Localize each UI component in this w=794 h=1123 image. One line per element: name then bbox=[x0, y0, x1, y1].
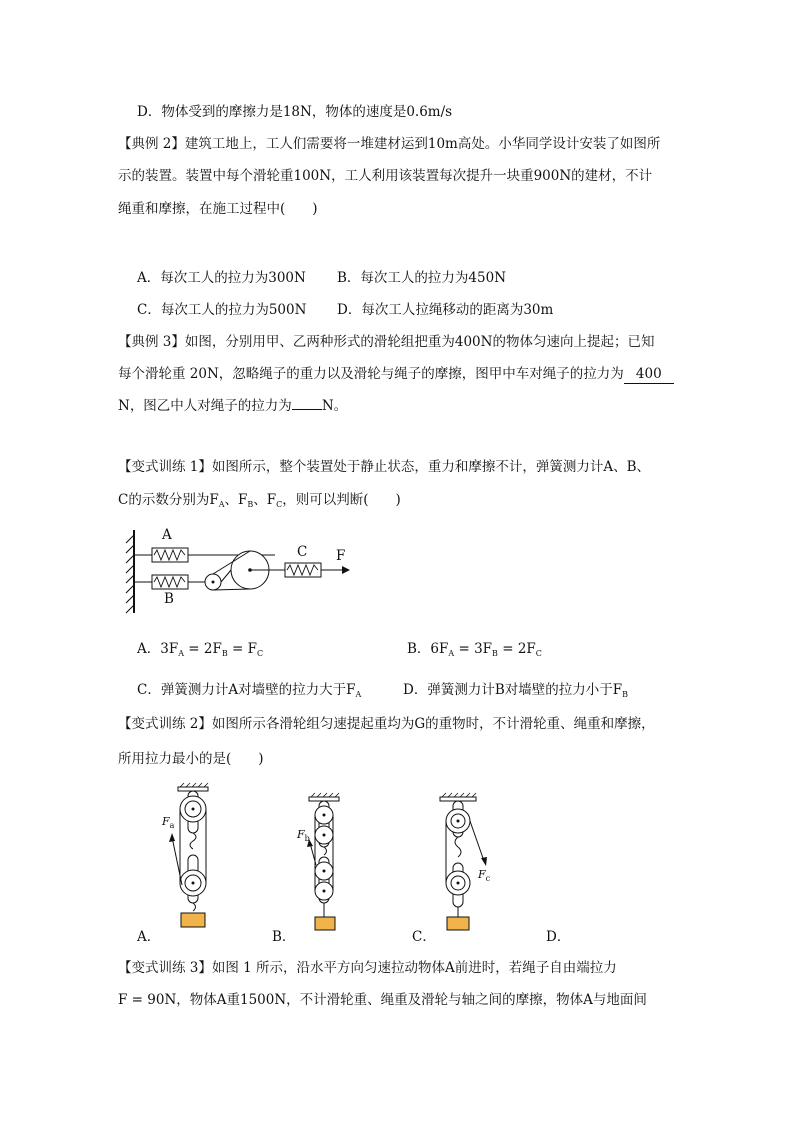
opt-a-sub-a: A bbox=[178, 649, 184, 658]
fb-sub: b bbox=[304, 834, 310, 843]
opt-a-3: = F bbox=[227, 641, 258, 657]
variant1-option-c[interactable] bbox=[137, 681, 361, 704]
example2-line2: 示的装置。装置中每个滑轮重100N，工人利用该装置每次提升一块重900N的建材，不计 bbox=[118, 168, 653, 184]
variant1-text-d: ，则可以判断( ) bbox=[282, 492, 401, 508]
example2-option-c[interactable]: C．每次工人的拉力为500N bbox=[137, 302, 307, 318]
variant1-line1: 【变式训练 1】如图所示，整个装置处于静止状态，重力和摩擦不计，弹簧测力计A、B、 bbox=[118, 459, 651, 475]
variant1-text-b: 、F bbox=[224, 492, 248, 508]
fig-label-b: B bbox=[164, 591, 174, 607]
sub-c: C bbox=[276, 500, 283, 509]
opt-b-sub-c: C bbox=[535, 649, 542, 658]
opt-c-sub: A bbox=[355, 690, 362, 699]
fig-label-a: A bbox=[162, 527, 172, 543]
opt-a-1: A．3F bbox=[137, 641, 179, 657]
force-label-fa bbox=[162, 815, 174, 830]
opt-b-sub-b: B bbox=[492, 649, 498, 658]
variant1-text-c: 、F bbox=[253, 492, 277, 508]
opt-d-text: D．弹簧测力计B对墙壁的拉力小于F bbox=[403, 682, 623, 698]
variant1-line2 bbox=[118, 491, 401, 514]
variant1-option-b[interactable] bbox=[407, 640, 542, 663]
answer-blank-2[interactable] bbox=[292, 409, 322, 410]
example3-line3-text: N，图乙中人对绳子的拉力为 bbox=[118, 398, 292, 414]
opt-c-text: C．弹簧测力计A对墙壁的拉力大于F bbox=[137, 682, 356, 698]
variant1-text-a: C的示数分别为F bbox=[118, 492, 219, 508]
spring-scale-figure bbox=[120, 525, 360, 620]
fc-sub: c bbox=[485, 874, 491, 883]
example2-option-b[interactable]: B．每次工人的拉力为450N bbox=[337, 270, 507, 286]
opt-a-sub-c: C bbox=[257, 649, 264, 658]
opt-b-1: B．6F bbox=[407, 641, 449, 657]
pulley-figure-c bbox=[430, 795, 500, 935]
opt-b-sub-a: A bbox=[448, 649, 455, 658]
example2-line1: 【典例 2】建筑工地上，工人们需要将一堆建材运到10m高处。小华同学设计安装了如图所 bbox=[118, 136, 661, 152]
variant2-line2: 所用拉力最小的是( ) bbox=[118, 751, 264, 767]
variant2-option-d[interactable]: D． bbox=[546, 929, 571, 945]
example2-option-a[interactable]: A．每次工人的拉力为300N bbox=[137, 270, 306, 286]
example3-line1: 【典例 3】如图，分别用甲、乙两种形式的滑轮组把重为400N的物体匀速向上提起；已知 bbox=[118, 334, 655, 350]
prev-option-d: D．物体受到的摩擦力是18N，物体的速度是0.6m/s bbox=[137, 104, 453, 120]
fig-label-c: C bbox=[297, 544, 308, 560]
variant3-line1: 【变式训练 3】如图 1 所示，沿水平方向匀速拉动物体A前进时，若绳子自由端拉力 bbox=[118, 960, 617, 976]
sub-b: B bbox=[247, 500, 254, 509]
example3-line3-end: N。 bbox=[321, 398, 348, 414]
example3-line2 bbox=[118, 365, 674, 384]
force-label-fc bbox=[478, 868, 490, 883]
opt-d-sub: B bbox=[622, 690, 629, 699]
example2-option-d[interactable]: D．每次工人拉绳移动的距离为30m bbox=[337, 302, 554, 318]
opt-a-2: = 2F bbox=[184, 641, 222, 657]
variant2-line1: 【变式训练 2】如图所示各滑轮组匀速提起重均为G的重物时，不计滑轮重、绳重和摩擦， bbox=[118, 716, 655, 732]
variant1-option-d[interactable] bbox=[403, 681, 628, 704]
example3-line3 bbox=[118, 397, 347, 415]
opt-b-3: = 2F bbox=[497, 641, 536, 657]
answer-blank-1[interactable]: 400 bbox=[624, 365, 674, 384]
example3-line2-text: 每个滑轮重 20N，忽略绳子的重力以及滑轮与绳子的摩擦，图甲中车对绳子的拉力为 bbox=[118, 366, 624, 382]
pulley-figure-a bbox=[160, 785, 230, 935]
sub-a: A bbox=[218, 500, 225, 509]
variant2-option-a[interactable]: A． bbox=[137, 929, 161, 945]
opt-b-2: = 3F bbox=[454, 641, 493, 657]
fc-text: F bbox=[478, 868, 486, 881]
example2-line3: 绳重和摩擦，在施工过程中( ) bbox=[118, 201, 318, 217]
fig-label-f: F bbox=[336, 548, 346, 564]
fb-text: F bbox=[297, 828, 305, 841]
fa-sub: a bbox=[169, 821, 175, 830]
pulley-figure-b bbox=[295, 795, 355, 935]
variant1-option-a[interactable] bbox=[137, 640, 263, 663]
variant2-option-b[interactable]: B． bbox=[272, 929, 296, 945]
opt-a-sub-b: B bbox=[221, 649, 228, 658]
force-label-fb bbox=[297, 828, 310, 843]
fa-text: F bbox=[162, 815, 170, 828]
variant3-line2: F = 90N，物体A重1500N，不计滑轮重、绳重及滑轮与轴之间的摩擦，物体A与地面间 bbox=[118, 992, 647, 1008]
variant2-option-c[interactable]: C． bbox=[412, 929, 436, 945]
